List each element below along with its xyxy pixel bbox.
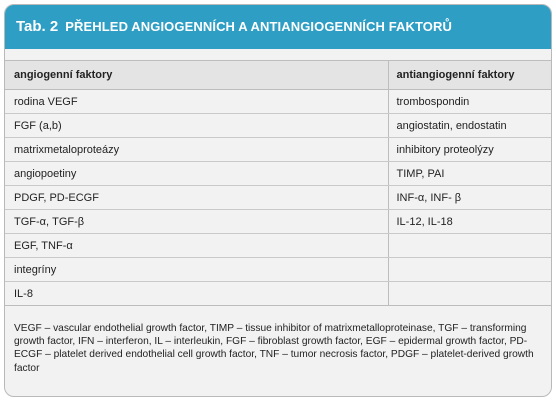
antiangiogenic-cell: IL-12, IL-18 [388,210,551,234]
antiangiogenic-cell: TIMP, PAI [388,162,551,186]
factors-table [5,60,551,306]
angiogenic-cell: EGF, TNF-α [5,234,388,258]
table-number: Tab. 2 [16,18,59,35]
table-footnote: VEGF – vascular endothelial growth factor, TIMP – tissue inhibitor of matrixmetalloproteinase, TGF – transforming growth factor, IFN – interferon, IL – interleukin, FGF – fibroblast growth factor, EGF – epidermal growth factor, PD-ECGF – platelet derived endothelial cell growth factor, TNF – tumor necrosis factor, PDGF – platelet-derived growth factor [14,323,534,374]
antiangiogenic-cell [388,234,551,258]
antiangiogenic-cell: INF-α, INF- β [388,186,551,210]
table-row [5,210,551,234]
antiangiogenic-cell: inhibitory proteolýzy [388,138,551,162]
table-title-text: PŘEHLED ANGIOGENNÍCH A ANTIANGIOGENNÍCH FAKTORŮ [65,19,452,34]
header-antiangiogenic: antiangiogenní faktory [388,61,551,90]
header-angiogenic: angiogenní faktory [5,61,388,90]
table-row [5,138,551,162]
table-title [16,18,452,36]
table-row [5,258,551,282]
angiogenic-cell: PDGF, PD-ECGF [5,186,388,210]
title-bar [5,5,551,49]
table-row [5,234,551,258]
table-row [5,186,551,210]
angiogenic-cell: rodina VEGF [5,90,388,114]
angiogenic-cell: TGF-α, TGF-β [5,210,388,234]
antiangiogenic-cell [388,258,551,282]
antiangiogenic-cell: trombospondin [388,90,551,114]
table-header-row [5,61,551,90]
table-row [5,282,551,306]
antiangiogenic-cell: angiostatin, endostatin [388,114,551,138]
table-row [5,90,551,114]
angiogenic-cell: angiopoetiny [5,162,388,186]
angiogenic-cell: matrixmetaloproteázy [5,138,388,162]
angiogenic-cell: IL-8 [5,282,388,306]
table-row [5,162,551,186]
table-row [5,114,551,138]
angiogenic-cell: FGF (a,b) [5,114,388,138]
antiangiogenic-cell [388,282,551,306]
table-card [4,4,552,397]
angiogenic-cell: integríny [5,258,388,282]
